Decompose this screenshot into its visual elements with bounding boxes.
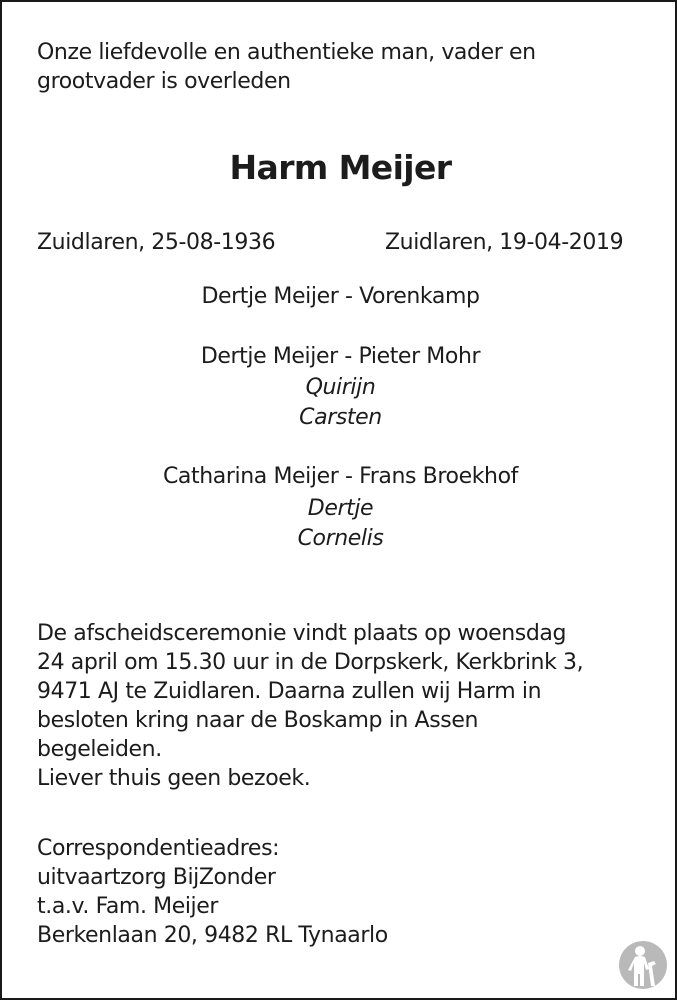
memorial-person-icon xyxy=(618,940,668,990)
grandchild-name: Quirijn xyxy=(305,375,376,400)
child-couple-2: Catharina Meijer - Frans Broekhof xyxy=(162,464,519,489)
ceremony-line: Liever thuis geen bezoek. xyxy=(37,766,311,791)
deceased-name: Harm Meijer xyxy=(229,148,452,187)
ceremony-text xyxy=(37,619,583,793)
address-line: Correspondentieadres: xyxy=(37,836,280,861)
address-line: uitvaartzorg BijZonder xyxy=(37,865,276,890)
child-couple-1: Dertje Meijer - Pieter Mohr xyxy=(200,344,481,369)
intro-line: Onze liefdevolle en authentieke man, vader en xyxy=(37,40,536,65)
ceremony-line: 24 april om 15.30 uur in de Dorpskerk, Kerkbrink 3, xyxy=(37,650,584,675)
ceremony-line: begeleiden. xyxy=(37,737,162,762)
address-line: Berkenlaan 20, 9482 RL Tynaarlo xyxy=(37,923,388,948)
ceremony-line: besloten kring naar de Boskamp in Assen xyxy=(37,708,479,733)
intro-line: grootvader is overleden xyxy=(37,69,291,94)
birth-place-date: Zuidlaren, 25-08-1936 xyxy=(37,230,276,255)
ceremony-line: 9471 AJ te Zuidlaren. Daarna zullen wij Harm in xyxy=(37,679,542,704)
correspondence-address xyxy=(37,834,388,950)
grandchild-name: Cornelis xyxy=(297,526,384,551)
death-place-date: Zuidlaren, 19-04-2019 xyxy=(385,230,624,255)
ceremony-line: De afscheidsceremonie vindt plaats op woensdag xyxy=(37,621,567,646)
grandchild-name: Carsten xyxy=(299,405,382,430)
intro-text xyxy=(37,38,536,96)
spouse-name: Dertje Meijer - Vorenkamp xyxy=(201,284,480,309)
grandchild-name: Dertje xyxy=(307,496,374,521)
address-line: t.a.v. Fam. Meijer xyxy=(37,894,219,919)
